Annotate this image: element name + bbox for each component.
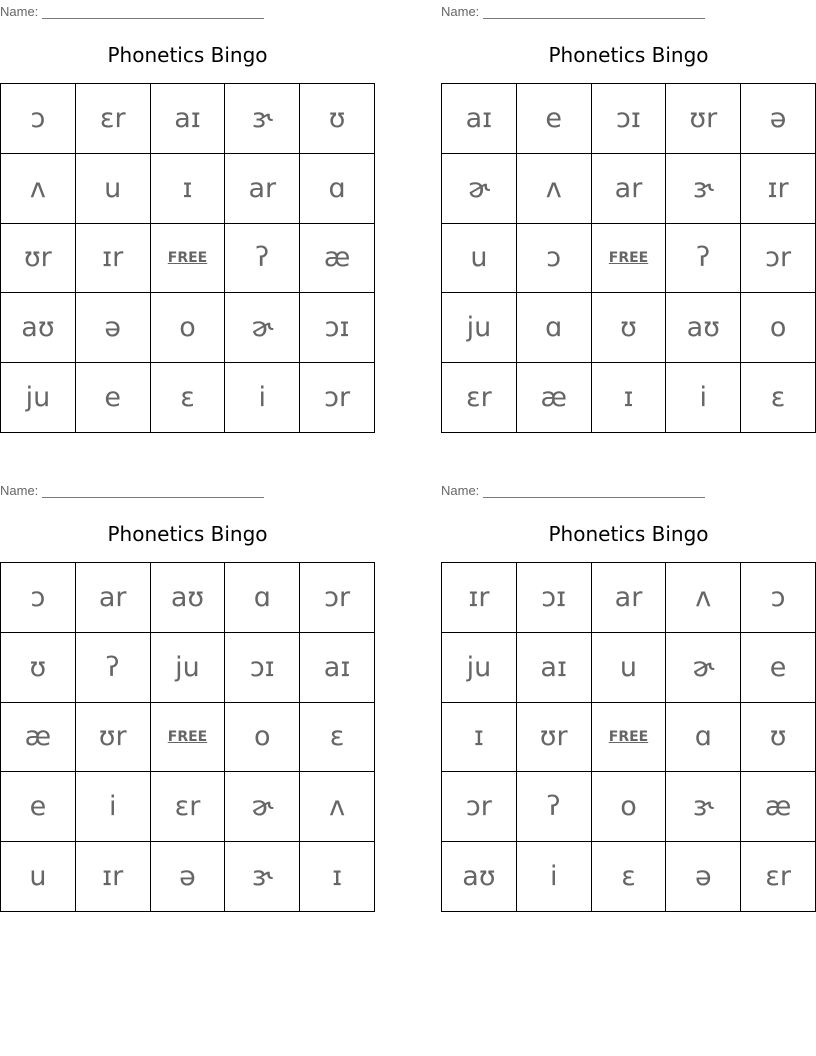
name-label: Name: <box>0 4 39 19</box>
name-label: Name: <box>0 483 39 498</box>
name-label: Name: <box>441 4 480 19</box>
card-title: Phonetics Bingo <box>548 43 709 67</box>
bingo-cell: ʊr <box>1 224 76 294</box>
bingo-cell: æ <box>1 703 76 773</box>
bingo-cell: ɔr <box>741 224 816 294</box>
bingo-cell: æ <box>517 363 592 433</box>
bingo-cell: ɪr <box>76 224 151 294</box>
bingo-cell: o <box>151 293 226 363</box>
card-title: Phonetics Bingo <box>107 522 268 546</box>
bingo-cell: aʊ <box>151 563 226 633</box>
bingo-cell: u <box>442 224 517 294</box>
bingo-cell: ɔ <box>1 563 76 633</box>
card-title: Phonetics Bingo <box>548 522 709 546</box>
bingo-cell: ɪ <box>442 703 517 773</box>
bingo-cell: u <box>1 842 76 912</box>
bingo-cell: ʊ <box>741 703 816 773</box>
bingo-cell: ɪr <box>76 842 151 912</box>
card-title: Phonetics Bingo <box>107 43 268 67</box>
bingo-cell: ɝ <box>666 154 741 224</box>
bingo-cell: e <box>76 363 151 433</box>
bingo-cell: e <box>741 633 816 703</box>
bingo-cell: aʊ <box>666 293 741 363</box>
free-space: FREE <box>151 703 226 773</box>
bingo-cell: aɪ <box>151 84 226 154</box>
bingo-cell: ɚ <box>442 154 517 224</box>
bingo-cell: ʊr <box>666 84 741 154</box>
bingo-cell: ʊ <box>1 633 76 703</box>
bingo-card-4 <box>441 479 816 912</box>
name-blank-line <box>483 6 705 19</box>
bingo-cell: ɛ <box>300 703 375 773</box>
bingo-cell: ɑ <box>517 293 592 363</box>
bingo-cell: ɛ <box>151 363 226 433</box>
bingo-cell: ɔ <box>741 563 816 633</box>
bingo-cell: ɛ <box>741 363 816 433</box>
bingo-cell: o <box>225 703 300 773</box>
bingo-cell: ɔɪ <box>300 293 375 363</box>
bingo-cell: ʊ <box>592 293 667 363</box>
name-blank-line <box>483 485 705 498</box>
bingo-cell: ʌ <box>666 563 741 633</box>
bingo-cell: o <box>592 772 667 842</box>
bingo-cell: ɛ <box>592 842 667 912</box>
bingo-cell: ɚ <box>666 633 741 703</box>
bingo-cell: ɛr <box>741 842 816 912</box>
bingo-cell: ar <box>225 154 300 224</box>
name-label: Name: <box>441 483 480 498</box>
bingo-cell: æ <box>300 224 375 294</box>
bingo-cell: ɪr <box>442 563 517 633</box>
bingo-cell: ʔ <box>225 224 300 294</box>
bingo-cell: ʌ <box>1 154 76 224</box>
bingo-cell: ar <box>592 154 667 224</box>
bingo-cell: ɔɪ <box>517 563 592 633</box>
bingo-cell: ju <box>442 633 517 703</box>
bingo-cell: i <box>517 842 592 912</box>
bingo-cell: ʊ <box>300 84 375 154</box>
bingo-cell: ar <box>76 563 151 633</box>
bingo-cell: ɔɪ <box>592 84 667 154</box>
bingo-grid <box>0 83 375 433</box>
bingo-grid <box>0 562 375 912</box>
bingo-cell: aɪ <box>300 633 375 703</box>
bingo-cell: ɔɪ <box>225 633 300 703</box>
bingo-cell: ʔ <box>517 772 592 842</box>
name-blank-line <box>42 6 264 19</box>
bingo-cell: ju <box>1 363 76 433</box>
bingo-cell: i <box>76 772 151 842</box>
bingo-cell: ʌ <box>300 772 375 842</box>
bingo-grid <box>441 562 816 912</box>
bingo-cell: æ <box>741 772 816 842</box>
name-field <box>441 3 705 19</box>
bingo-cell: i <box>225 363 300 433</box>
bingo-card-3 <box>0 479 375 912</box>
bingo-cell: ɑ <box>666 703 741 773</box>
bingo-cell: ɪ <box>592 363 667 433</box>
bingo-card-1 <box>0 0 375 433</box>
bingo-cell: o <box>741 293 816 363</box>
bingo-cell: ɪ <box>151 154 226 224</box>
bingo-cell: ɔr <box>300 363 375 433</box>
bingo-cell: ɑ <box>225 563 300 633</box>
name-field <box>441 482 705 498</box>
bingo-cell: ɛr <box>442 363 517 433</box>
bingo-cell: ɔr <box>442 772 517 842</box>
bingo-cell: ɪ <box>300 842 375 912</box>
bingo-cell: aʊ <box>1 293 76 363</box>
bingo-cell: e <box>517 84 592 154</box>
name-blank-line <box>42 485 264 498</box>
bingo-cell: ʔ <box>666 224 741 294</box>
name-field <box>0 3 264 19</box>
bingo-cell: i <box>666 363 741 433</box>
bingo-cell: aɪ <box>442 84 517 154</box>
bingo-cell: aʊ <box>442 842 517 912</box>
bingo-cell: ʊr <box>76 703 151 773</box>
name-field <box>0 482 264 498</box>
bingo-cell: e <box>1 772 76 842</box>
bingo-cell: ɔ <box>1 84 76 154</box>
bingo-cell: ʊr <box>517 703 592 773</box>
bingo-cell: ɪr <box>741 154 816 224</box>
bingo-cell: ɛr <box>76 84 151 154</box>
bingo-cell: ɚ <box>225 293 300 363</box>
bingo-cell: u <box>76 154 151 224</box>
bingo-cell: ju <box>442 293 517 363</box>
bingo-cell: ɔr <box>300 563 375 633</box>
bingo-cell: ɚ <box>225 772 300 842</box>
bingo-grid <box>441 83 816 433</box>
free-space: FREE <box>592 703 667 773</box>
bingo-cell: ar <box>592 563 667 633</box>
bingo-cell: ə <box>76 293 151 363</box>
bingo-cell: ʌ <box>517 154 592 224</box>
bingo-cell: ɛr <box>151 772 226 842</box>
bingo-cell: ɝ <box>666 772 741 842</box>
free-space: FREE <box>151 224 226 294</box>
bingo-cell: ɔ <box>517 224 592 294</box>
free-space: FREE <box>592 224 667 294</box>
bingo-cell: ə <box>151 842 226 912</box>
bingo-cell: ə <box>741 84 816 154</box>
bingo-cell: ɑ <box>300 154 375 224</box>
bingo-cell: ju <box>151 633 226 703</box>
bingo-cell: ɝ <box>225 842 300 912</box>
bingo-cell: aɪ <box>517 633 592 703</box>
bingo-cell: ə <box>666 842 741 912</box>
bingo-cell: u <box>592 633 667 703</box>
bingo-cell: ʔ <box>76 633 151 703</box>
bingo-cell: ɝ <box>225 84 300 154</box>
bingo-card-2 <box>441 0 816 433</box>
